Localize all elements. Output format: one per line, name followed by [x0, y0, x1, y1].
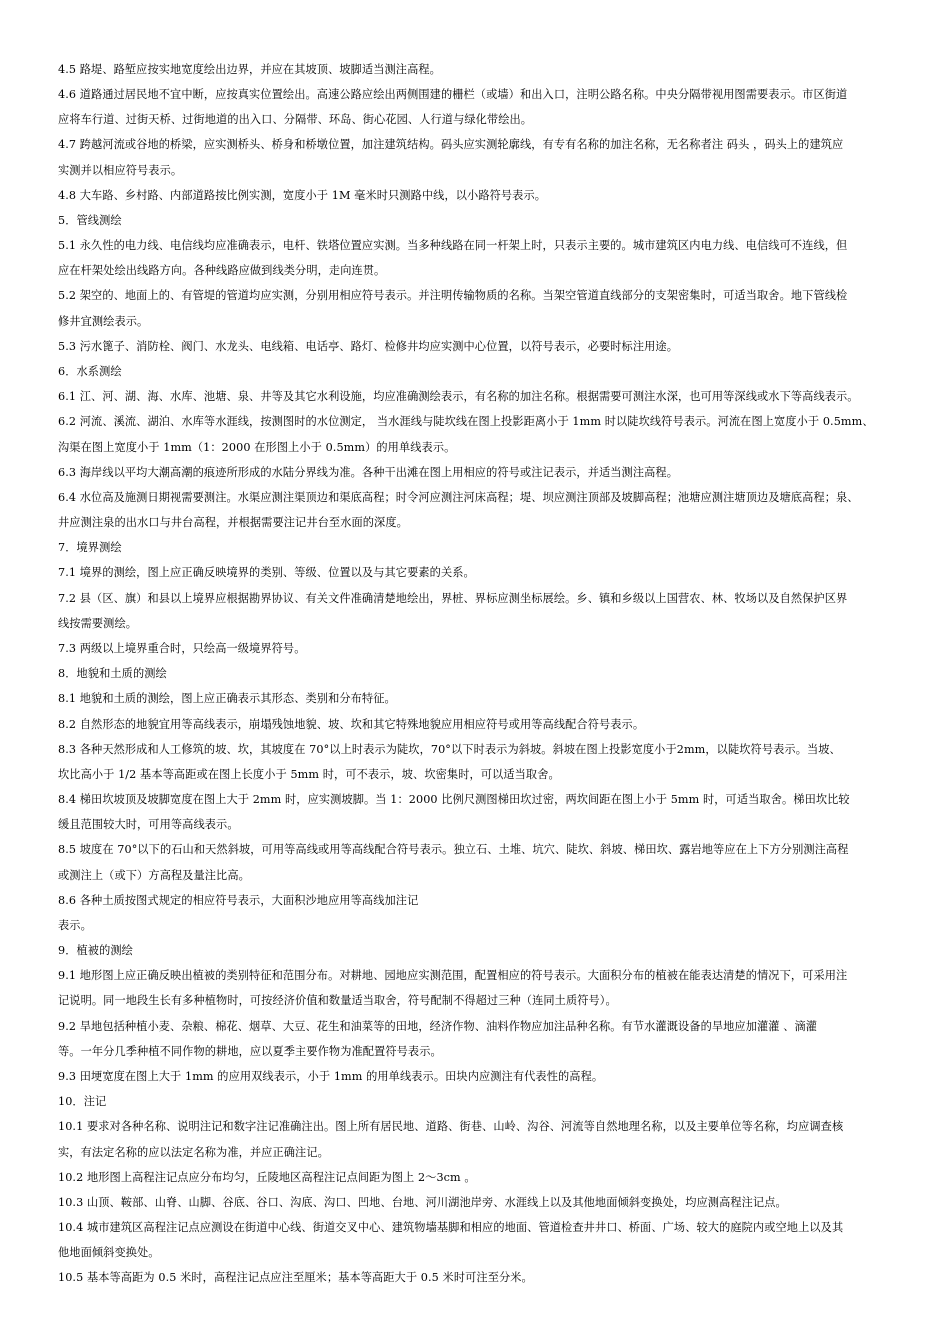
text-line: 实，有法定名称的应以法定名称为准，并应正确注记。 [58, 1146, 329, 1159]
text-line: 10.3 山顶、鞍部、山脊、山脚、谷底、谷口、沟底、沟口、凹地、台地、河川湖池岸旁、水涯线上以及其他地面倾斜变换处，均应测高程注记点。 [58, 1196, 787, 1209]
text-line: 坎比高小于 1/2 基本等高距或在图上长度小于 5mm 时，可不表示，坡、坎密集时，可以适当取舍。 [58, 768, 560, 781]
text-line: 记说明。同一地段生长有多种植物时，可按经济价值和数量适当取舍，符号配制不得超过三种（连同土质符号）。 [58, 994, 617, 1007]
section-heading: 10．注记 [58, 1095, 107, 1108]
text-line: 井应测注泉的出水口与井台高程，并根据需要注记井台至水面的深度。 [58, 516, 408, 529]
text-line: 9.2 旱地包括种植小麦、杂粮、棉花、烟草、大豆、花生和油菜等的田地，经济作物、油料作物应加注品种名称。有节水灌溉设备的旱地应加灌灌 、滴灌 [58, 1020, 818, 1033]
text-line: 10.4 城市建筑区高程注记点应测设在街道中心线、街道交叉中心、建筑物墙基脚和相应的地面、管道检查井井口、桥面、广场、较大的庭院内或空地上以及其 [58, 1221, 844, 1234]
text-line: 10.2 地形图上高程注记点应分布均匀，丘陵地区高程注记点间距为图上 2～3cm 。 [58, 1171, 476, 1184]
text-line: 9.3 田埂宽度在图上大于 1mm 的应用双线表示，小于 1mm 的用单线表示。田块内应测注有代表性的高程。 [58, 1070, 604, 1083]
text-line: 线按需要测绘。 [58, 617, 138, 630]
text-line: 4.7 跨越河流或谷地的桥梁，应实测桥头、桥身和桥墩位置，加注建筑结构。码头应实测轮廓线，有专有名称的加注名称，无名称者注 码头 ，码头上的建筑应 [58, 138, 844, 151]
text-line: 实测并以相应符号表示。 [58, 164, 183, 177]
text-line: 8.4 梯田坎坡顶及坡脚宽度在图上大于 2mm 时，应实测坡脚。当 1：2000 比例尺测图梯田坎过密，两坎间距在图上小于 5mm 时，可适当取舍。梯田坎比较 [58, 793, 850, 806]
section-heading: 7．境界测绘 [58, 541, 122, 554]
text-line: 等。一年分几季种植不同作物的耕地，应以夏季主要作物为准配置符号表示。 [58, 1045, 442, 1058]
text-line: 缓且范围较大时，可用等高线表示。 [58, 818, 239, 831]
text-line: 他地面倾斜变换处。 [58, 1246, 160, 1259]
text-line: 7.2 县（区、旗）和县以上境界应根据勘界协议、有关文件准确清楚地绘出，界桩、界标应测坐标展绘。乡、镇和乡级以上国营农、林、牧场以及自然保护区界 [58, 592, 848, 605]
text-line: 10.1 要求对各种名称、说明注记和数字注记准确注出。图上所有居民地、道路、街巷、山岭、沟谷、河流等自然地理名称，以及主要单位等名称，均应调查核 [58, 1120, 844, 1133]
text-line: 6.1 江、河、湖、海、水库、池塘、泉、井等及其它水利设施，均应准确测绘表示，有名称的加注名称。根据需要可测注水深，也可用等深线或水下等高线表示。 [58, 390, 859, 403]
text-line: 或测注上（或下）方高程及量注比高。 [58, 869, 250, 882]
text-line: 应将车行道、过街天桥、过街地道的出入口、分隔带、环岛、街心花园、人行道与绿化带绘出。 [58, 113, 533, 126]
text-line: 4.8 大车路、乡村路、内部道路按比例实测，宽度小于 1M 毫米时只测路中线，以小路符号表示。 [58, 189, 547, 202]
section-heading: 9．植被的测绘 [58, 944, 133, 957]
text-line: 8.5 坡度在 70°以下的石山和天然斜坡，可用等高线或用等高线配合符号表示。独立石、土堆、坑穴、陡坎、斜坡、梯田坎、露岩地等应在上下方分别测注高程 [58, 843, 849, 856]
section-heading: 6．水系测绘 [58, 365, 122, 378]
text-line: 沟渠在图上宽度小于 1mm（1：2000 在形图上小于 0.5mm）的用单线表示。 [58, 441, 456, 454]
section-heading: 8．地貌和土质的测绘 [58, 667, 167, 680]
text-line: 5.2 架空的、地面上的、有管堤的管道均应实测，分别用相应符号表示。并注明传输物质的名称。当架空管道直线部分的支架密集时，可适当取舍。地下管线检 [58, 289, 848, 302]
text-line: 4.6 道路通过居民地不宜中断，应按真实位置绘出。高速公路应绘出两侧围建的栅栏（或墙）和出入口，注明公路名称。中央分隔带视用图需要表示。市区街道 [58, 88, 848, 101]
text-line: 6.4 水位高及施测日期视需要测注。水渠应测注渠顶边和渠底高程；时令河应测注河床高程；堤、坝应测注顶部及坡脚高程；池塘应测注塘顶边及塘底高程；泉、 [58, 491, 859, 504]
text-line: 8.2 自然形态的地貌宜用等高线表示，崩塌残蚀地貌、坡、坎和其它特殊地貌应用相应符号或用等高线配合符号表示。 [58, 718, 645, 731]
text-line: 9.1 地形图上应正确反映出植被的类别特征和范围分布。对耕地、园地应实测范围，配置相应的符号表示。大面积分布的植被在能表达清楚的情况下，可采用注 [58, 969, 848, 982]
text-line: 8.1 地貌和土质的测绘，图上应正确表示其形态、类别和分布特征。 [58, 692, 396, 705]
text-line: 6.2 河流、溪流、湖泊、水库等水涯线，按测图时的水位测定， 当水涯线与陡坎线在图上投影距离小于 1mm 时以陡坎线符号表示。河流在图上宽度小于 0.5mm、 [58, 415, 874, 428]
text-line: 5.3 污水篦子、消防栓、阀门、水龙头、电线箱、电话亭、路灯、检修井均应实测中心位置，以符号表示，必要时标注用途。 [58, 340, 678, 353]
text-line: 8.6 各种土质按图式规定的相应符号表示，大面积沙地应用等高线加注记 [58, 894, 419, 907]
text-line: 7.3 两级以上境界重合时，只绘高一级境界符号。 [58, 642, 306, 655]
text-line: 修井宜测绘表示。 [58, 315, 149, 328]
text-line: 8.3 各种天然形成和人工修筑的坡、坎，其坡度在 70°以上时表示为陡坎，70°以下时表示为斜坡。斜坡在图上投影宽度小于2mm，以陡坎符号表示。当坡、 [58, 743, 841, 756]
section-heading: 5．管线测绘 [58, 214, 122, 227]
text-line: 应在杆架处绘出线路方向。各种线路应做到线类分明，走向连贯。 [58, 264, 386, 277]
text-line: 5.1 永久性的电力线、电信线均应准确表示，电杆、铁塔位置应实测。当多种线路在同一杆架上时，只表示主要的。城市建筑区内电力线、电信线可不连线，但 [58, 239, 848, 252]
text-line: 7.1 境界的测绘，图上应正确反映境界的类别、等级、位置以及与其它要素的关系。 [58, 566, 475, 579]
text-line: 10.5 基本等高距为 0.5 米时，高程注记点应注至厘米；基本等高距大于 0.5 米时可注至分米。 [58, 1271, 533, 1284]
text-line: 4.5 路堤、路堑应按实地宽度绘出边界，并应在其坡顶、坡脚适当测注高程。 [58, 63, 441, 76]
text-line: 表示。 [58, 919, 92, 932]
text-line: 6.3 海岸线以平均大潮高潮的痕迹所形成的水陆分界线为准。各种干出滩在图上用相应的符号或注记表示，并适当测注高程。 [58, 466, 678, 479]
